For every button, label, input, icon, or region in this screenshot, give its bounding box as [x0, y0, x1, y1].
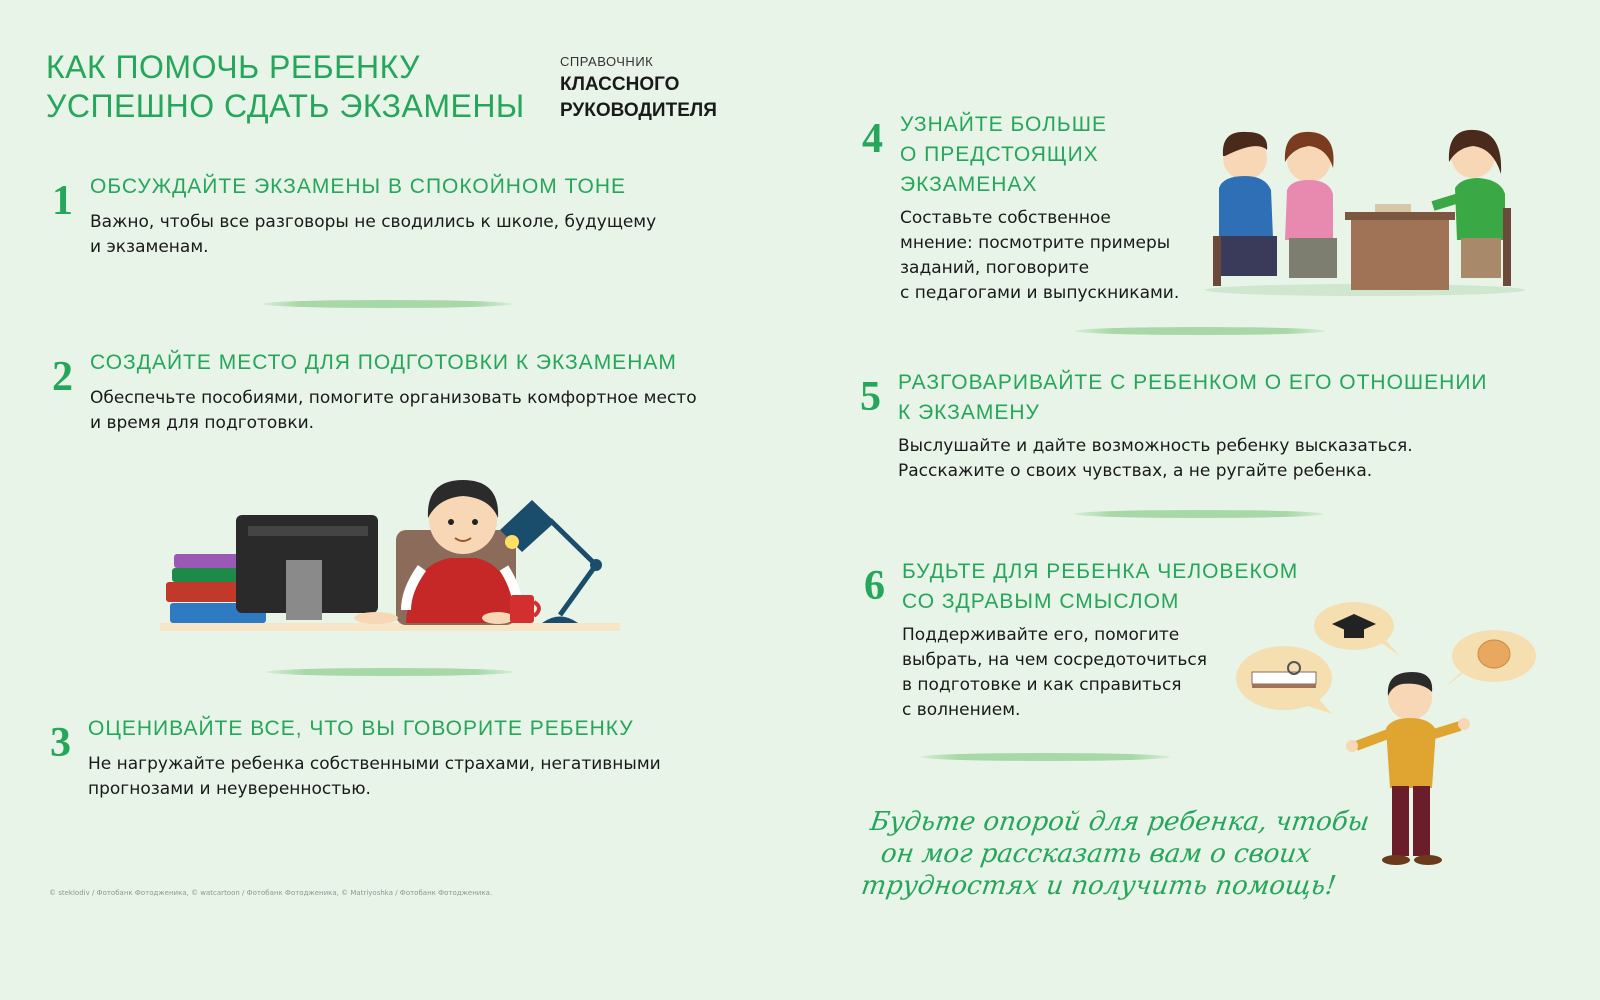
divider-stroke — [266, 668, 514, 676]
reference-title-line-1: КЛАССНОГО — [560, 74, 680, 95]
mug — [510, 595, 534, 623]
tip-heading-line: ОЦЕНИВАЙТЕ ВСЕ, ЧТО ВЫ ГОВОРИТЕ РЕБЕНКУ — [88, 717, 634, 740]
tip-text-line: Не нагружайте ребенка собственными страхами, негативными — [88, 754, 661, 774]
tip-text-line: мнение: посмотрите примеры — [900, 233, 1171, 253]
tip-number: 2 — [52, 354, 73, 400]
tip-number: 5 — [860, 374, 881, 420]
tip-heading — [88, 714, 634, 744]
tip-text-line: заданий, поговорите — [900, 258, 1090, 278]
book — [174, 554, 244, 568]
reference-title — [560, 72, 717, 124]
parent-teacher-meeting-illustration — [1205, 118, 1535, 298]
tip-heading-line: ЭКЗАМЕНАХ — [900, 173, 1038, 196]
tip-text — [902, 623, 1207, 723]
tip-heading — [900, 110, 1107, 200]
tip-text-line: Обеспечьте пособиями, помогите организовать комфортное место — [90, 388, 697, 408]
tip-text-line: Расскажите о своих чувствах, а не ругайте ребенка. — [898, 461, 1373, 481]
tip-text — [88, 752, 661, 802]
table — [1351, 218, 1449, 290]
student-at-computer-illustration — [160, 460, 620, 650]
divider-stroke — [1075, 327, 1325, 335]
tip-heading-line: ОБСУЖДАЙТЕ ЭКЗАМЕНЫ В СПОКОЙНОМ ТОНЕ — [90, 175, 627, 198]
mother-shirt — [1285, 180, 1333, 240]
tip-heading-line: БУДЬТЕ ДЛЯ РЕБЕНКА ЧЕЛОВЕКОМ — [902, 560, 1299, 583]
tip-text-line: и экзаменам. — [90, 237, 209, 257]
tip-text — [90, 386, 697, 436]
quote-line: трудностях и получить помощь! — [859, 871, 1338, 901]
tip-text-line: Составьте собственное — [900, 208, 1111, 228]
divider-stroke — [262, 300, 512, 308]
tip-text-line: и время для подготовки. — [90, 413, 315, 433]
title-line-1: КАК ПОМОЧЬ РЕБЕНКУ — [46, 49, 420, 85]
tip-number: 4 — [862, 116, 883, 162]
tip-heading — [90, 348, 677, 378]
divider-stroke — [920, 753, 1170, 761]
tip-text — [900, 206, 1179, 306]
tip-text — [898, 434, 1413, 484]
father-shirt — [1219, 176, 1273, 238]
tip-text-line: в подготовке и как справиться — [902, 675, 1182, 695]
tip-text-line: с волнением. — [902, 700, 1021, 720]
tip-heading-line: РАЗГОВАРИВАЙТЕ С РЕБЕНКОМ О ЕГО ОТНОШЕНИИ — [898, 371, 1488, 394]
tip-heading-line: СО ЗДРАВЫМ СМЫСЛОМ — [902, 590, 1180, 613]
monitor-stand — [286, 560, 322, 620]
tip-text — [90, 210, 656, 260]
tip-heading-line: УЗНАЙТЕ БОЛЬШЕ — [900, 113, 1107, 136]
tip-number: 6 — [864, 563, 885, 609]
tip-text-line: с педагогами и выпускниками. — [900, 283, 1180, 303]
quote-line: Будьте опорой для ребенка, чтобы — [868, 807, 1372, 837]
photo-credit: © steklodiv / Фотобанк Фотодженика, © watcartoon / Фотобанк Фотодженика, © Matriyoshka / Фотобанк Фотодженика. — [49, 889, 493, 897]
page-title — [46, 48, 525, 126]
tip-text-line: выбрать, на чем сосредоточиться — [902, 650, 1207, 670]
desk-lamp — [542, 617, 578, 624]
title-line-2: УСПЕШНО СДАТЬ ЭКЗАМЕНЫ — [46, 88, 525, 124]
tip-text-line: Выслушайте и дайте возможность ребенку высказаться. — [898, 436, 1413, 456]
boy-pants — [1392, 786, 1409, 856]
reference-label: СПРАВОЧНИК — [560, 54, 654, 69]
tip-heading-line: К ЭКЗАМЕНУ — [898, 401, 1040, 424]
tip-text-line: Важно, чтобы все разговоры не сводились к школе, будущему — [90, 212, 657, 232]
support-quote — [859, 806, 1372, 902]
tip-text-line: прогнозами и неуверенностью. — [88, 779, 371, 799]
teacher-shirt — [1455, 178, 1505, 240]
divider-stroke — [1074, 510, 1324, 518]
reference-title-line-2: РУКОВОДИТЕЛЯ — [560, 100, 717, 121]
tip-text-line: Поддерживайте его, помогите — [902, 625, 1180, 645]
tip-number: 1 — [52, 178, 73, 224]
tip-number: 3 — [50, 720, 71, 766]
tip-heading-line: О ПРЕДСТОЯЩИХ — [900, 143, 1099, 166]
quote-line: он мог рассказать вам о своих — [878, 839, 1314, 869]
tip-heading — [898, 368, 1488, 428]
tip-heading — [90, 172, 626, 202]
desk-surface — [160, 623, 620, 631]
boy-sweater — [1386, 718, 1436, 788]
tip-heading-line: СОЗДАЙТЕ МЕСТО ДЛЯ ПОДГОТОВКИ К ЭКЗАМЕНАМ — [90, 351, 677, 374]
